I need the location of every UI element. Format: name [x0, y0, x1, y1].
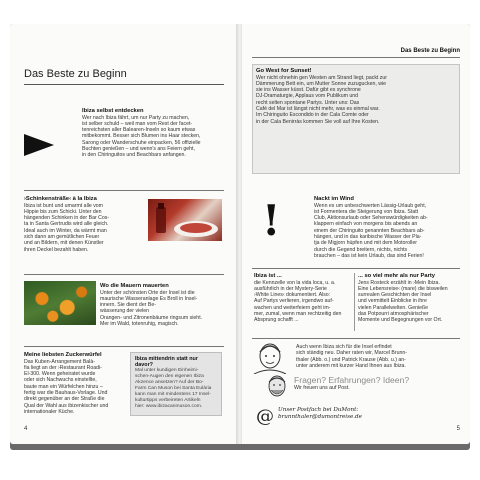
body-line: direkt gegenüber an der Straße die [24, 396, 105, 403]
body-line: hängenden Schinken in der Bar Cos- [24, 215, 110, 222]
section-mauern [100, 283, 224, 327]
body-line: Mer im Wald, totenruhig, magisch. [100, 321, 179, 328]
body-line: Wer nicht ohnehin gen Westen am Strand liegt, packt zur [256, 74, 388, 81]
body-line: in der Cala Benirràs kommen Sie voll auf Ihre Kosten. [256, 118, 380, 125]
body-line: Absprung schafft ... [254, 317, 299, 324]
section-heading: Nackt im Wind [314, 196, 354, 202]
body-line: thaler (Abb. o.) und Patrick Krause (Abb. u.) an- [296, 356, 406, 363]
body-line: Café del Mar ist längst nicht mehr, was es einmal war. [256, 106, 380, 113]
body-line: ausführlich in der Mystery-Serie [254, 285, 327, 292]
exclamation-icon: ! [262, 196, 281, 245]
section-body [24, 203, 146, 253]
section-body [82, 115, 226, 159]
section-divider [24, 274, 224, 275]
body-line: maurische Wasseranlage Es Broll in Insel- [100, 295, 198, 302]
body-line: Auf Partys verlieren, irgendwo auf- [254, 298, 334, 305]
section-heading: ›Schinkensträße‹ à la Ibiza [24, 196, 97, 202]
body-line: Sarong oder Wanderschuhe einpacken, 56 offizielle [82, 139, 201, 146]
body-line: internationaler Küche. [24, 408, 75, 415]
body-line: Hippie bis zum Schicki. Unter den [24, 208, 102, 215]
section-divider [252, 268, 460, 269]
title-rule [24, 84, 224, 85]
note-heading: Ibiza mittendrin statt nur davor? [135, 356, 198, 369]
body-line: Mal unter kundigen Einheimi- [135, 368, 199, 374]
body-line: Im Chiringuito Escondido in der Cala Comte oder [256, 112, 369, 119]
body-line: ta in Santa Gertrudis wird alle gleich. [24, 221, 109, 228]
authors-text [296, 344, 462, 369]
section-vida [254, 273, 350, 324]
body-line: unter anderem mit kurzer Hand Ihnen aus Ibiza. [296, 362, 406, 369]
faq-subtitle: Wir freuen uns auf Post. [294, 385, 350, 391]
body-line: El-300. Wenn geheiratet wurde [24, 371, 96, 378]
section-divider [24, 346, 224, 347]
page-number-right: 5 [456, 426, 460, 432]
left-page [10, 24, 238, 444]
faq-block [294, 375, 462, 391]
body-line: durch die Gegend breitern, nichts, nichts [314, 246, 408, 253]
body-line: Auch wenn Ibiza sich für die Insel erfindet [296, 344, 392, 350]
body-line: DJ-Dramaturgie, Applaus vom Publikum und [256, 93, 359, 100]
body-line: Wenn es um unbeschwerten Lässig-Urlaub geht, [314, 202, 427, 209]
body-line: Jens Rosteck erzählt in ›Mein Ibiza. [358, 279, 440, 286]
body-line: sie ins Wasser küsst. Dafür gibt es synchrone [256, 87, 361, 94]
body-line: fia liegt an der ›Restaurant Roadi- [24, 364, 102, 371]
column-divider [354, 273, 355, 331]
body-line: innern. Sie dient der Be- [100, 302, 156, 309]
postbox-email[interactable]: brunnthaler@dumontreise.de [278, 413, 362, 420]
author-portrait-icon [262, 372, 292, 402]
body-line: Club, Aktionsurlaub oder Sehenswürdigkeiten ab- [314, 215, 428, 222]
body-line: Orangen- und Zitronenbäume ringsum sieht. [100, 314, 203, 321]
section-body [100, 290, 224, 328]
body-line: kann man mit mindestens 17 Insel- [135, 392, 211, 398]
section-heading: Ibiza ist ... [254, 273, 282, 279]
body-line: Wer nach Ibiza fährt, um nur Party zu machen, [82, 114, 190, 121]
body-line: ihren Deckel bezahlt haben. [24, 246, 89, 253]
body-line: sich dann am gemütlichen Feuer [24, 234, 100, 241]
book-spread [10, 24, 470, 450]
section-body [358, 280, 462, 324]
page-number-left: 4 [24, 426, 28, 432]
body-line: Farm Can Muson bei Santa Eulària [135, 386, 212, 392]
body-line: Dämmerung Bett ein, um Mutter Sonne zuzugucken, wie [256, 80, 387, 87]
body-line: mer, zumal, wenn man rechtzeitig den [254, 311, 342, 318]
section-heading: Wo die Mauern mauerten [100, 283, 169, 289]
body-line: fertig war die Bauhaus-Vorlage. Und [24, 390, 108, 397]
body-line: brauchen – das ist kein Urlaub, das sind Ferien! [314, 252, 424, 259]
faq-title: Fragen? Erfahrungen? Ideen? [294, 375, 410, 385]
author-portrait-icon [250, 340, 290, 374]
body-line: kulturtipps verbeireten Artikeln [135, 397, 201, 403]
oranges-photo [24, 281, 96, 325]
body-line: ist Formentera die Steigerung von Ibiza. Statt [314, 208, 419, 215]
section-heading: ... so viel mehr als nur Party [358, 273, 436, 279]
running-title: Das Beste zu Beginn [400, 48, 460, 54]
section-ibiza [82, 108, 226, 159]
section-heading: Ibiza selbst entdecken [82, 108, 144, 114]
section-sunset [256, 68, 456, 125]
body-line: hängen, und in das karibische Wasser der Pla- [314, 234, 422, 241]
body-line: ›White Lines‹ dokumentiert. Also: [254, 292, 331, 299]
body-line: schen-Augen den eigenen Ibiza [135, 374, 204, 380]
play-triangle-icon [24, 134, 54, 156]
body-line: wachen und weiterfeiern geht im- [254, 304, 331, 311]
body-line: recht selten spontane Partys. Unter uns: Das [256, 99, 360, 106]
body-line: ist selber schuld – weil man vom Rest der facet- [82, 120, 193, 127]
section-schinken [24, 196, 146, 253]
body-line: einem der Chiringuito genannten Beachbars ab- [314, 227, 425, 234]
body-line: Eine Lebensreise‹ (mare) die bisweilen [358, 285, 448, 292]
body-line: Unter der schönsten Orte der Insel ist die [100, 289, 195, 296]
body-line: Ibiza ist bunt und umarmt alle vom [24, 202, 104, 209]
body-line: und vermittelt Einblicke in ihre [358, 298, 427, 305]
body-line: wässerung der vielen [100, 308, 150, 315]
tip-note-box [130, 352, 222, 416]
body-line: Akzence ansetzen? Auf der Bo- [135, 380, 204, 386]
body-line: Qual der Wahl aus ibizenkischer und [24, 402, 109, 409]
body-line: tja de Migjorn hüpfen und mit dem Motoroller [314, 240, 417, 247]
body-line: klappern einfach von morgens bis abends an [314, 221, 418, 228]
body-line: Momente und Begegnungen vor Ort. [358, 317, 443, 324]
body-line: vielen Parallelwelten. Genieße [358, 304, 429, 311]
body-line: und an Bildern, mit denen Künstler [24, 240, 104, 247]
postbox-label: Unser Postfach bei DuMont: [278, 407, 359, 413]
section-body [24, 359, 126, 416]
running-title-rule [252, 57, 460, 58]
section-zucker [24, 352, 126, 415]
section-body [254, 280, 350, 324]
section-heading: Meine liebsten Zuckerwürfel [24, 352, 102, 358]
section-party [358, 273, 462, 324]
at-sign-icon: @ [256, 406, 274, 427]
body-line: Buchten genießen – und wenn's ans Feiern geht, [82, 146, 195, 153]
body-line: mitbekommt. Besser sich Blumen ins Haar stecken, [82, 133, 201, 140]
section-heading: Go West for Sunset! [256, 68, 312, 74]
section-nackt [314, 196, 462, 259]
body-line: Das Kuben-Arrangement Balà- [24, 358, 95, 365]
right-page [242, 24, 470, 444]
body-line: oder sich Nachwuchs einstellte, [24, 377, 97, 384]
body-line: das Potpourri atmosphärischer [358, 311, 429, 318]
page-title: Das Beste zu Beginn [24, 68, 127, 80]
body-line: surrealen Geschichten der Insel [358, 292, 432, 299]
section-divider [252, 338, 460, 339]
ham-photo [148, 199, 222, 241]
body-line: in den Chiringuitos und Beachbars anfangen. [82, 152, 186, 159]
note-body [135, 368, 217, 409]
section-divider [24, 190, 224, 191]
body-line: sich ständig neu. Daher raten wir, Marcel Brunn- [296, 350, 408, 357]
body-line: baute man ein Würfelchen hinzu – [24, 383, 103, 390]
body-line: Ideal auch im Winter, da wärmt man [24, 227, 107, 234]
body-line: die Kennzelle von la vida loca, u. a. [254, 279, 336, 286]
body-line: tenreichsten aller Balearen-Inseln so kaum etwas [82, 127, 196, 134]
section-body [256, 75, 456, 125]
section-body [314, 203, 462, 260]
body-line: hier: www.ibizacanmuson.com. [135, 403, 203, 409]
postbox-block [278, 407, 362, 421]
